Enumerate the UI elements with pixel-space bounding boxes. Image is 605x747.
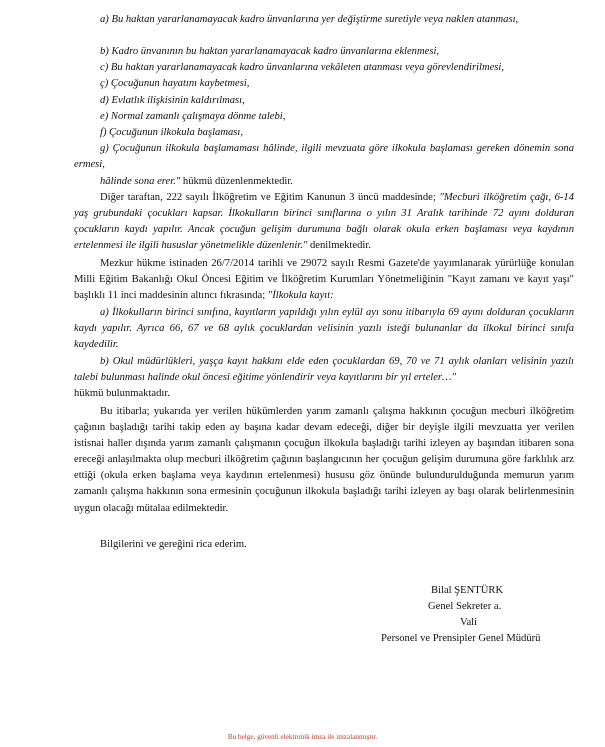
list-item-e: e) Normal zamanlı çalışmaya dönme talebi, bbox=[100, 111, 286, 122]
regulation-item-a: a) İlkokulların birinci sınıfına, kayıtların yapıldığı yılın eylül ayı sonu itibarıyla 69 ayını dolduran çocukların kaydı yapılır. Ayrıca 66, 67 ve 68 aylık çocuklardan velisinin yazılı isteği bulunanlar da ilkokul birinci sınıfa kaydedilir. bbox=[74, 307, 574, 351]
list-item-f: f) Çocuğunun ilkokula başlaması, bbox=[100, 127, 244, 138]
para2-text-1: Diğer taraftan, 222 sayılı İlköğretim ve Eğitim Kanunun 3 üncü maddesinde; bbox=[100, 192, 440, 203]
list-item-a: a) Bu haktan yararlanamayacak kadro ünvanlarına yer değiştirme suretiyle veya naklen atanması, bbox=[100, 14, 519, 25]
list-closing-normal: hükmü düzenlenmektedir. bbox=[180, 176, 293, 187]
list-item-c: c) Bu haktan yararlanamayacak kadro ünvanlarına vekâleten atanması veya görevlendirilmesi, bbox=[100, 62, 505, 73]
signatory-role-1: Genel Sekreter a. bbox=[428, 601, 502, 612]
list-item-d: d) Evlatlık ilişkisinin kaldırılması, bbox=[100, 95, 245, 106]
list-item-cc: ç) Çocuğunun hayatını kaybetmesi, bbox=[100, 78, 250, 89]
paragraph-request: Bilgilerini ve gereğini rica ederim. bbox=[100, 539, 247, 550]
esign-notice: Bu belge, güvenli elektronik imza ile imzalanmıştır. bbox=[227, 733, 378, 741]
list-closing-italic: hâlinde sona erer." bbox=[100, 176, 181, 187]
list-closing-line bbox=[74, 174, 574, 190]
signatory-role-2: Vali bbox=[460, 617, 478, 628]
para3-text: Mezkur hükme istinaden 26/7/2014 tarihli ve 29072 sayılı Resmi Gazete'de yayımlanarak yürürlüğe konulan Milli Eğitim Bakanlığı Okul Öncesi Eğitim ve İlköğretim Kurumları Yönetmeliğinin "Kayıt zamanı ve kayıt yaşı" başlıklı 11 inci maddesinin altıncı fıkrasında; bbox=[74, 258, 574, 302]
signatory-role-3: Personel ve Prensipler Genel Müdürü bbox=[381, 633, 541, 644]
paragraph-law-222 bbox=[74, 190, 574, 254]
regulation-item-b: b) Okul müdürlükleri, yaşça kayıt hakkını elde eden çocuklardan 69, 70 ve 71 aylık olanları velisinin yazılı talebi bulunması halinde okul öncesi eğitime yönlendirir veya kayıtlarını bir yıl erteler…" bbox=[74, 356, 574, 384]
para2-quote: "Mecburi ilköğretim çağı, 6-14 yaş grubundaki çocukları kapsar. İlkokulların birinci sınıflarına o yılın 31 Aralık tarihinde 72 ayını dolduran çocukların kaydı yapılır. Ancak çocuğun gelişim durumuna bağlı olarak okula erken başlaması veya kaydının ertelenmesi ile ilgili hususlar yönetmelikle düzenlenir." bbox=[74, 192, 574, 252]
signatory-name: Bilal ŞENTÜRK bbox=[431, 585, 504, 596]
regulation-closing: hükmü bulunmaktadır. bbox=[74, 388, 170, 399]
para2-text-2: denilmektedir. bbox=[307, 240, 371, 252]
paragraph-regulation bbox=[74, 256, 574, 304]
paragraph-conclusion: Bu itibarla; yukarıda yer verilen hükümlerden yarım zamanlı çalışma hakkının çocuğun mecburi ilköğretim çağının başladığı tarihi takip eden ay başına kadar devam edeceği, diğer bir deyişle ilgili mevzuatta yer verilen istisnai haller dışında yarım zamanlı çalışmanın çocuğun ilkokula başladığı tarihi izleyen ay başından itibaren sona ereceği anlaşılmakta olup mecburi ilköğretim çağının başlangıcının her çocuğun gelişim durumuna göre farklılık arz ettiği (okula erken başlama veya kaydının ertelenmesi) hususu göz önünde bulundurulduğunda memurun yarım zamanlı çalışma hakkının sona ermesinin çocuğunun ilkokula başladığı tarihi izleyen ay başı olarak belirlenmesinin uygun olacağı mütalaa edilmektedir. bbox=[74, 406, 574, 514]
list-item-b: b) Kadro ünvanının bu haktan yararlanamayacak kadro ünvanlarına eklenmesi, bbox=[100, 46, 440, 57]
para3-quote-heading: "İlkokula kayıt: bbox=[267, 290, 334, 302]
list-item-g: g) Çocuğunun ilkokula başlamaması hâlinde, ilgili mevzuata göre ilkokula başlaması gereken dönemin sona ermesi, bbox=[74, 143, 574, 171]
